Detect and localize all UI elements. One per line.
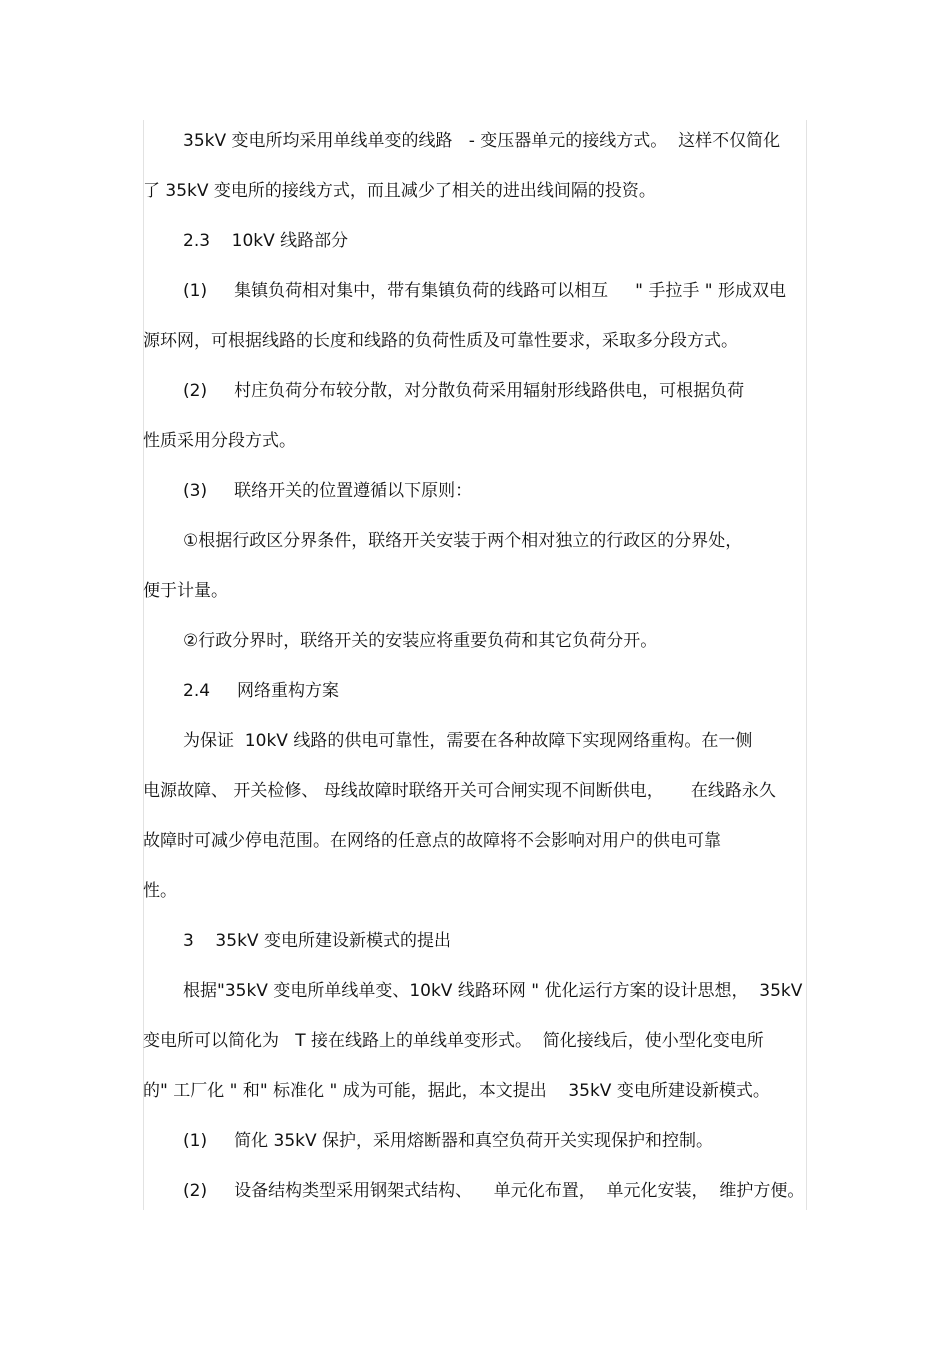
list-item-1: (1) 集镇负荷相对集中，带有集镇负荷的线路可以相互 " 手拉手 " 形成双电 — [183, 281, 786, 301]
list-item-5: (2) 设备结构类型采用钢架式结构、 单元化布置， 单元化安装， 维护方便。 — [183, 1181, 805, 1201]
section-heading-2-3: 2.3 10kV 线路部分 — [183, 231, 349, 251]
text-line-16: 性。 — [143, 881, 177, 901]
text-line-5: 源环网，可根据线路的长度和线路的负荷性质及可靠性要求，采取多分段方式。 — [143, 331, 738, 351]
section-heading-2-4: 2.4 网络重构方案 — [183, 681, 340, 701]
text-line-13: 为保证 10kV 线路的供电可靠性，需要在各种故障下实现网络重构。在一侧 — [183, 731, 753, 751]
text-line-1: 35kV 变电所均采用单线单变的线路 - 变压器单元的接线方式。 这样不仅简化 — [183, 131, 781, 151]
list-item-4: (1) 简化 35kV 保护，采用熔断器和真空负荷开关实现保护和控制。 — [183, 1131, 714, 1151]
text-line-14: 电源故障、 开关检修、 母线故障时联络开关可合闸实现不间断供电， 在线路永久 — [143, 781, 776, 801]
text-line-20: 的" 工厂化 " 和" 标准化 " 成为可能，据此，本文提出 35kV 变电所建设新模式。 — [143, 1081, 770, 1101]
principle-item-1: ①根据行政区分界条件，联络开关安装于两个相对独立的行政区的分界处， — [183, 531, 743, 551]
page-frame-right-edge — [806, 120, 807, 1210]
text-line-2: 了 35kV 变电所的接线方式，而且减少了相关的进出线间隔的投资。 — [143, 181, 656, 201]
section-heading-3: 3 35kV 变电所建设新模式的提出 — [183, 931, 451, 951]
principle-item-2: ②行政分界时，联络开关的安装应将重要负荷和其它负荷分开。 — [183, 631, 658, 651]
text-line-7: 性质采用分段方式。 — [143, 431, 296, 451]
list-item-3: (3) 联络开关的位置遵循以下原则： — [183, 481, 473, 501]
text-line-10: 便于计量。 — [143, 581, 228, 601]
list-item-2: (2) 村庄负荷分布较分散，对分散负荷采用辐射形线路供电，可根据负荷 — [183, 381, 745, 401]
text-line-19: 变电所可以简化为 T 接在线路上的单线单变形式。 简化接线后，使小型化变电所 — [143, 1031, 764, 1051]
text-line-18: 根据"35kV 变电所单线单变、10kV 线路环网 " 优化运行方案的设计思想， 35kV — [183, 981, 803, 1001]
text-line-15: 故障时可减少停电范围。在网络的任意点的故障将不会影响对用户的供电可靠 — [143, 831, 721, 851]
